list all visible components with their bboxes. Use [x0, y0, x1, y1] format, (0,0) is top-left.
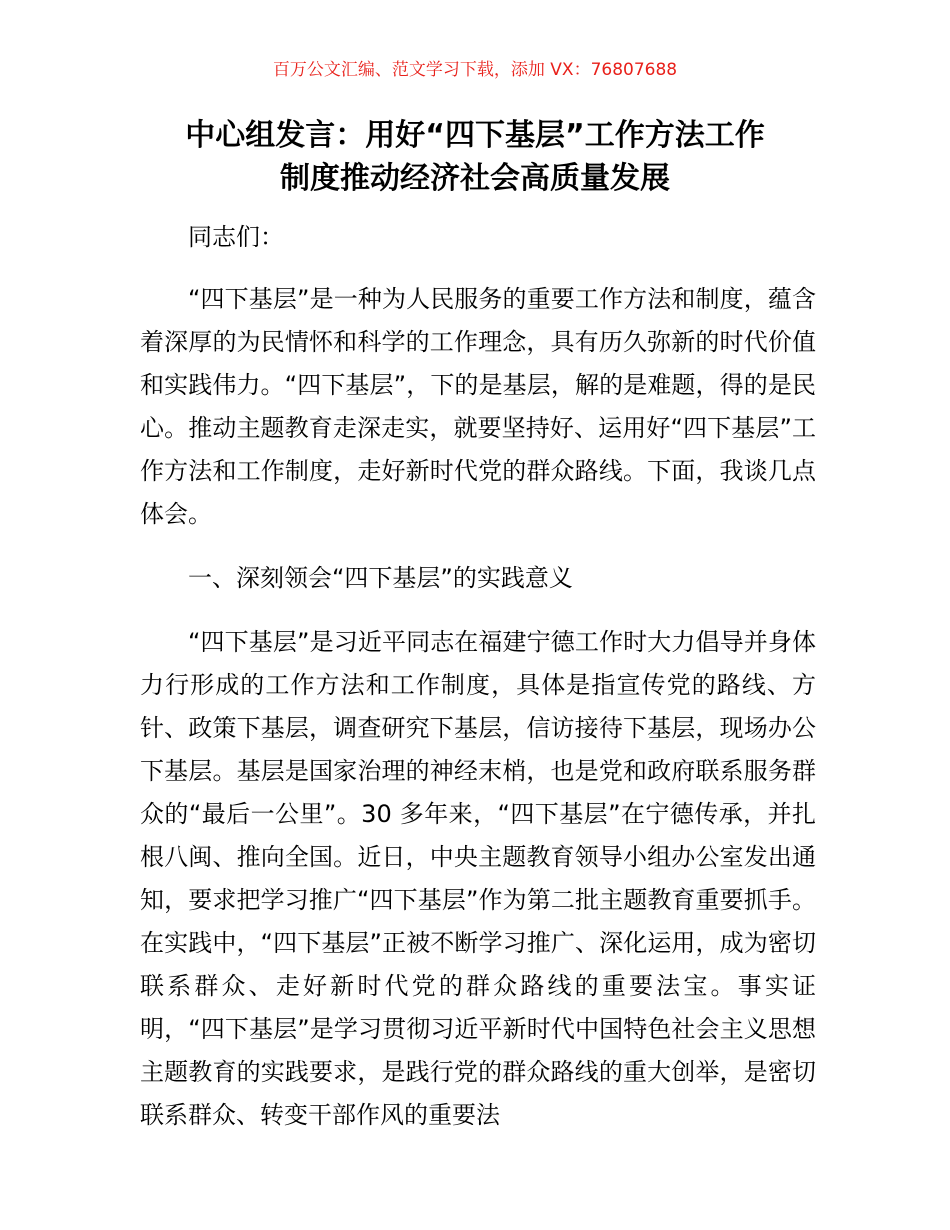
title-line-2: 制度推动经济社会高质量发展 [280, 161, 670, 196]
title-line-1: 中心组发言：用好“四下基层”工作方法工作 [185, 118, 765, 153]
section-heading-1: 一、深刻领会“四下基层”的实践意义 [188, 564, 573, 592]
paragraph-intro: “四下基层”是一种为人民服务的重要工作方法和制度，蕴含着深厚的为民情怀和科学的工作理念，具有历久弥新的时代价值和实践伟力。“四下基层”，下的是基层，解的是难题，得的是民心。推动主题教育走深走实，就要坚持好、运用好“四下基层”工作方法和工作制度，走好新时代党的群众路线。下面，我谈几点体会。 [140, 285, 816, 528]
document-title [120, 114, 830, 200]
paragraph-section-1: “四下基层”是习近平同志在福建宁德工作时大力倡导并身体力行形成的工作方法和工作制度，具体是指宣传党的路线、方针、政策下基层，调查研究下基层，信访接待下基层，现场办公下基层。基层是国家治理的神经末梢，也是党和政府联系服务群众的“最后一公里”。30 多年来，“四下基层”在宁德传承，并扎根八闽、推向全国。近日，中央主题教育领导小组办公室发出通知，要求把学习推广“四下基层”作为第二批主题教育重要抓手。在实践中，“四下基层”正被不断学习推广、深化运用，成为密切联系群众、走好新时代党的群众路线的重要法宝。事实证明，“四下基层”是学习贯彻习近平新时代中国特色社会主义思想主题教育的实践要求，是践行党的群众路线的重大创举，是密切联系群众、转变干部作风的重要法 [140, 628, 816, 1129]
document-body [140, 216, 816, 1158]
salutation: 同志们： [188, 223, 284, 251]
header-watermark-note: 百万公文汇编、范文学习下载，添加 VX：76807688 [272, 60, 678, 80]
